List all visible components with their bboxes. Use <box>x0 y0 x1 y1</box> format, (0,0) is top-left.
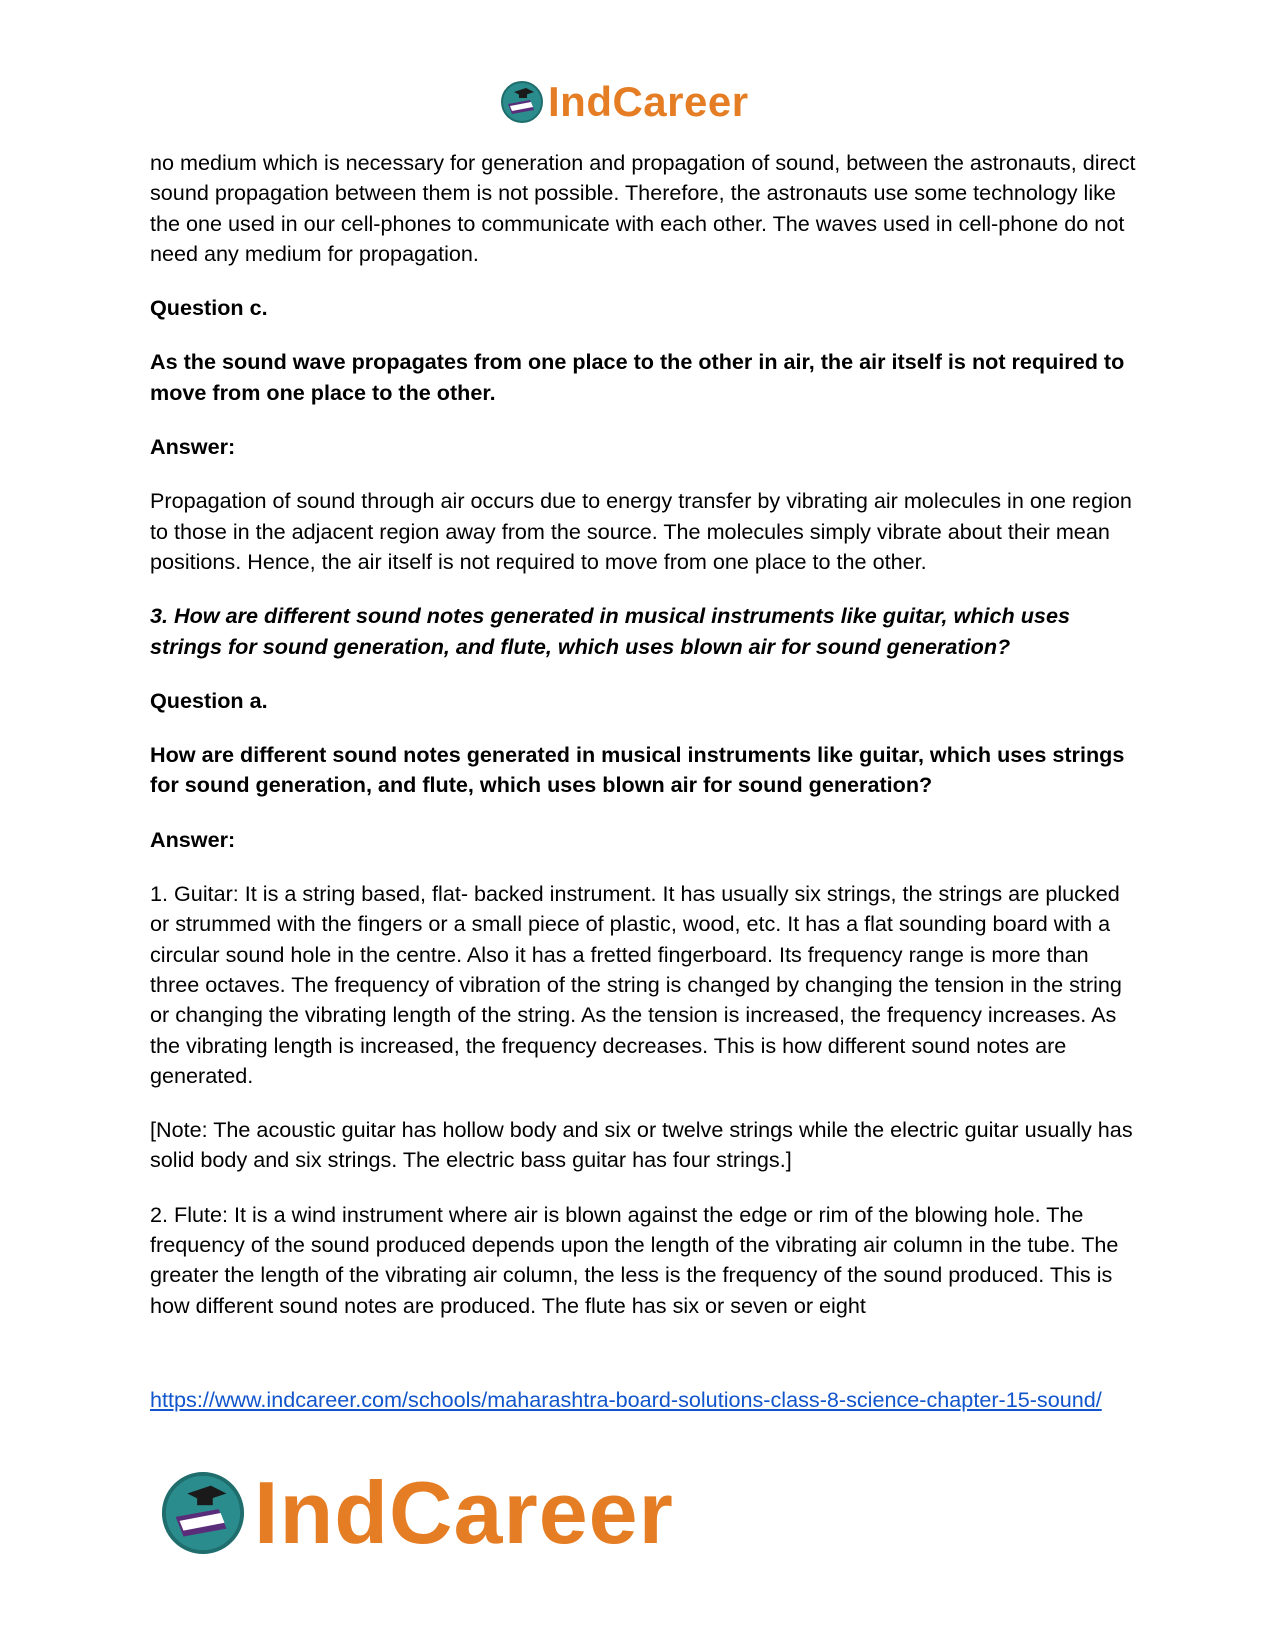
answer-text-1: Propagation of sound through air occurs due to energy transfer by vibrating air molecules in one region to those in the adjacent region away from the source. The molecules simply vibrate about their mean positions. Hence, the air itself is not required to move from one place to the other. <box>150 488 1132 574</box>
question-a-text: How are different sound notes generated in musical instruments like guitar, which uses strings for sound generation, and flute, which uses blown air for sound generation? <box>150 742 1125 798</box>
answer-label-1: Answer: <box>150 434 236 460</box>
logo-wordmark: IndCareer <box>254 1463 674 1562</box>
answer-note: [Note: The acoustic guitar has hollow body and six or twelve strings while the electric guitar usually has solid body and six strings. The electric bass guitar has four strings.] <box>150 1117 1133 1173</box>
logo-wordmark: IndCareer <box>548 78 749 125</box>
question-a-label: Question a. <box>150 687 268 713</box>
answer-guitar: 1. Guitar: It is a string based, flat- backed instrument. It has usually six strings, the strings are plucked or strummed with the fingers or a small piece of plastic, wood, etc. It has a flat sounding board with a circular sound hole in the centre. Also it has a fretted fingerboard. Its frequency range is more than three octaves. The frequency of vibration of the string is changed by changing the tension in the string or changing the vibrating length of the string. As the tension is increased, the frequency increases. As the vibrating length is increased, the frequency decreases. This is how different sound notes are generated. <box>150 881 1122 1088</box>
source-link[interactable]: https://www.indcareer.com/schools/maharashtra-board-solutions-class-8-science-chapter-15-sound/ <box>150 1387 1102 1412</box>
paragraph-intro: no medium which is necessary for generation and propagation of sound, between the astronauts, direct sound propagation between them is not possible. Therefore, the astronauts use some technology like the one used in our cell-phones to communicate with each other. The waves used in cell-phone do not need any medium for propagation. <box>150 150 1136 266</box>
question-c-text: As the sound wave propagates from one place to the other in air, the air itself is not required to move from one place to the other. <box>150 349 1125 405</box>
globe-book-icon <box>160 1470 246 1556</box>
footer-logo <box>160 1463 674 1562</box>
header-logo <box>500 78 749 126</box>
answer-label-2: Answer: <box>150 826 236 852</box>
answer-flute: 2. Flute: It is a wind instrument where air is blown against the edge or rim of the blowing hole. The frequency of the sound produced depends upon the length of the vibrating air column in the tube. The greater the length of the vibrating air column, the less is the frequency of the sound produced. This is how different sound notes are produced. The flute has six or seven or eight <box>150 1201 1119 1318</box>
question-c-label: Question c. <box>150 295 268 321</box>
document-body <box>150 148 1140 1345</box>
question-3-heading: 3. How are different sound notes generated in musical instruments like guitar, which uses strings for sound generation, and flute, which uses blown air for sound generation? <box>150 603 1070 659</box>
globe-book-icon <box>500 80 544 124</box>
